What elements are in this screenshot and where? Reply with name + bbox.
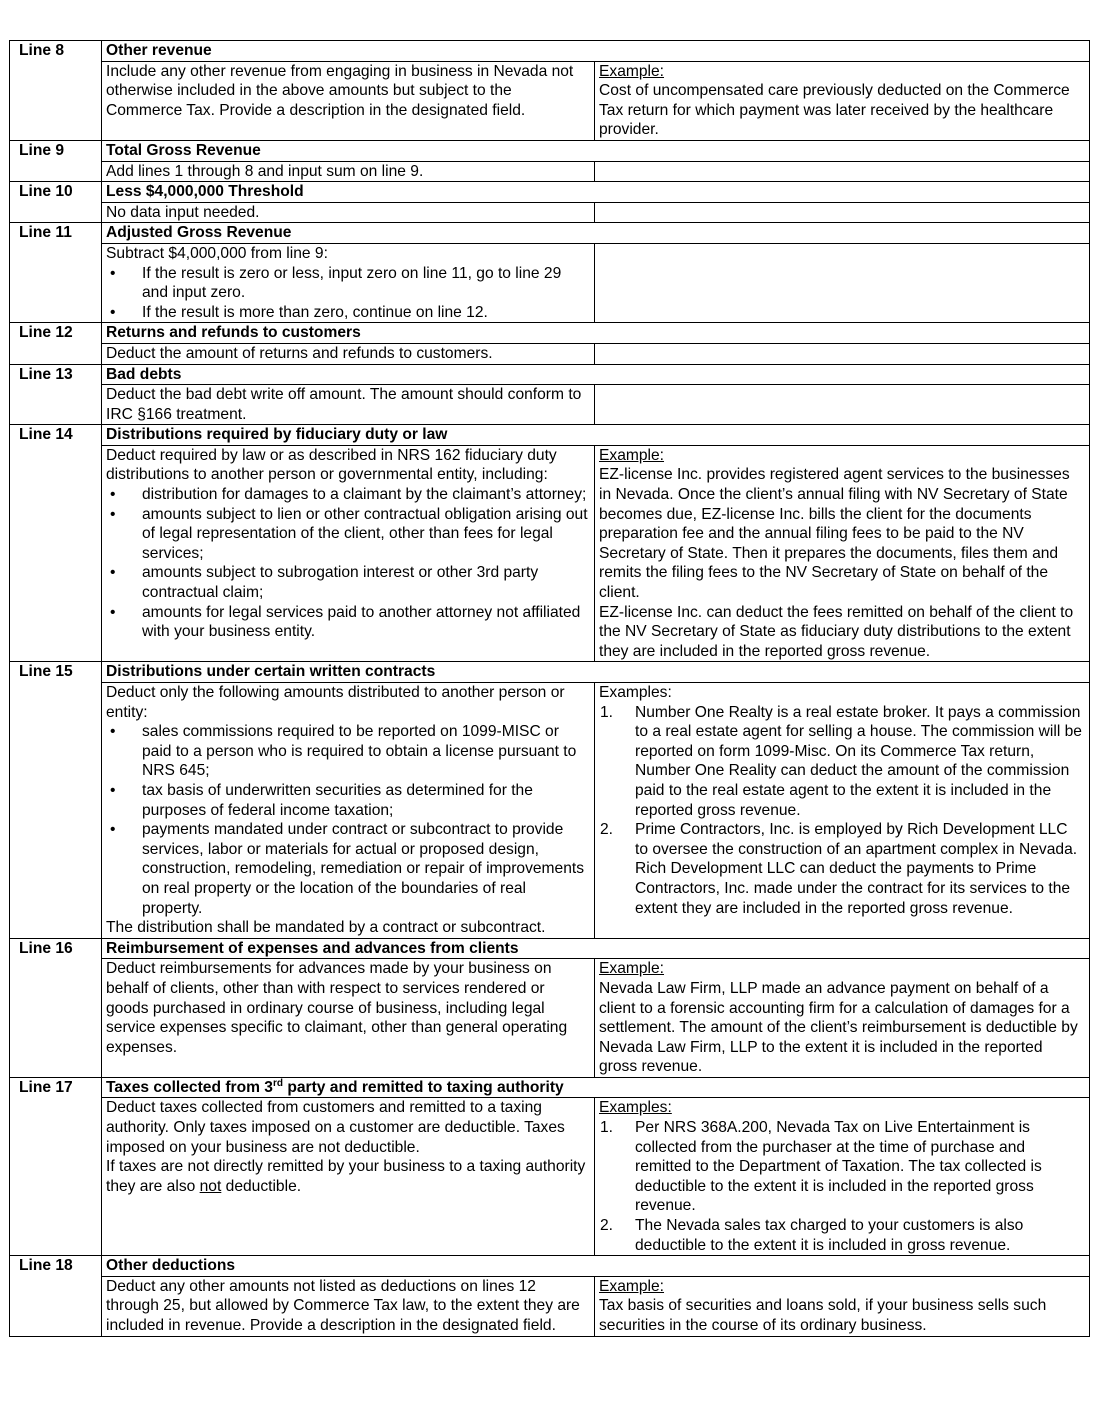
line-8-body-row: [10, 61, 1090, 140]
example-label: Examples:: [599, 1099, 672, 1117]
line-16-body-row: [10, 959, 1090, 1078]
line-intro: Deduct only the following amounts distributed to another person or entity:: [106, 684, 565, 721]
line-9-header-row: [10, 140, 1090, 161]
note-text: If taxes are not directly remitted by your business to a taxing authority they are also: [106, 1158, 586, 1195]
line-13-header-row: [10, 364, 1090, 385]
line-12-body-row: [10, 343, 1090, 364]
line-number: Line 18: [10, 1256, 102, 1336]
example-item: [599, 1118, 1084, 1216]
example-list: [599, 1118, 1084, 1255]
example-label: Example:: [599, 1277, 665, 1295]
bullet-list: [106, 264, 589, 323]
line-9-body-row: [10, 161, 1090, 182]
line-description: Add lines 1 through 8 and input sum on line 9.: [102, 161, 595, 182]
line-intro: Deduct taxes collected from customers and remitted to a taxing authority. Only taxes imposed on a customer are deductible. Taxes imposed on your business are not deductible.: [106, 1099, 565, 1156]
line-number: Line 11: [10, 223, 102, 323]
example-item: [599, 703, 1084, 821]
line-title: Less $4,000,000 Threshold: [102, 182, 1090, 203]
line-13-body-row: [10, 385, 1090, 425]
example-cell-empty: [595, 243, 1090, 322]
example-cell-empty: [595, 343, 1090, 364]
line-12-header-row: [10, 323, 1090, 344]
example-text: EZ-license Inc. can deduct the fees remitted on behalf of the client to the NV Secretary of State as fiduciary duty distributions to the extent they are included in the reported gross revenue.: [599, 603, 1074, 660]
line-title: Other revenue: [102, 41, 1090, 62]
example-cell: [595, 61, 1090, 140]
instructions-page: [9, 40, 1089, 1337]
bullet-item: • amounts subject to lien or other contractual obligation arising out of legal representation of the client, other than fees for legal services;: [106, 505, 589, 564]
line-note: The distribution shall be mandated by a contract or subcontract.: [106, 919, 546, 937]
line-8-header-row: [10, 41, 1090, 62]
line-10-body-row: [10, 202, 1090, 223]
example-text: Nevada Law Firm, LLP made an advance payment on behalf of a client to a forensic accounting firm for a calculation of damages for a settlement. The amount of the client’s reimbursement is deductible by Nevada Law Firm, LLP to the extent it is included in the reported gross revenue.: [599, 979, 1078, 1076]
line-title-part: party and remitted to taxing authority: [282, 1078, 564, 1096]
line-instructions-table: [9, 40, 1090, 1337]
line-number: Line 13: [10, 364, 102, 425]
example-number: 1.: [600, 703, 614, 721]
line-17-header-row: [10, 1077, 1090, 1098]
line-15-header-row: [10, 662, 1090, 683]
line-intro: Subtract $4,000,000 from line 9:: [106, 244, 328, 262]
line-14-body-row: [10, 445, 1090, 662]
example-item: [599, 820, 1084, 918]
note-emphasis: not: [199, 1177, 222, 1195]
line-title: Distributions under certain written contracts: [102, 662, 1090, 683]
line-11-header-row: [10, 223, 1090, 244]
example-text: The Nevada sales tax charged to your customers is also deductible to the extent it is included in gross revenue.: [635, 1217, 1024, 1254]
line-number: Line 17: [10, 1077, 102, 1255]
line-description: [102, 683, 595, 939]
example-label: Example:: [599, 446, 665, 464]
line-number: Line 8: [10, 41, 102, 141]
example-cell: [595, 1098, 1090, 1256]
line-description: [102, 1098, 595, 1256]
line-description: [102, 243, 595, 322]
line-title: Distributions required by fiduciary duty or law: [102, 425, 1090, 446]
example-cell-empty: [595, 385, 1090, 425]
example-text: Per NRS 368A.200, Nevada Tax on Live Entertainment is collected from the purchaser at the time of purchase and remitted to the Department of Taxation. The tax collected is deductible to the extent it is included in the reported gross revenue.: [635, 1119, 1042, 1215]
line-16-header-row: [10, 938, 1090, 959]
example-cell: [595, 445, 1090, 662]
line-number: Line 14: [10, 425, 102, 662]
line-title: Returns and refunds to customers: [102, 323, 1090, 344]
example-cell: [595, 1276, 1090, 1336]
example-text: Number One Realty is a real estate broker. It pays a commission to a real estate agent for selling a house. The commission will be reported on form 1099-Misc. On its Commerce Tax return, Number One Reality can deduct the amount of the commission paid to the real estate agent to the extent it is included in the reported gross revenue.: [635, 703, 1082, 819]
line-title: Other deductions: [102, 1256, 1090, 1277]
example-item: [599, 1216, 1084, 1255]
line-title-part: Taxes collected from 3: [106, 1078, 273, 1096]
example-text: Tax basis of securities and loans sold, if your business sells such securities in the course of its ordinary business.: [599, 1297, 1047, 1334]
bullet-item: • amounts for legal services paid to another attorney not affiliated with your business entity.: [106, 603, 589, 642]
example-number: 1.: [600, 1119, 614, 1137]
line-description: Deduct the bad debt write off amount. The amount should conform to IRC §166 treatment.: [102, 385, 595, 425]
bullet-list: [106, 485, 589, 642]
bullet-item: • payments mandated under contract or subcontract to provide services, labor or materials for actual or proposed design, construction, remodeling, remediation or repair of improvements on real property or the location of the boundaries of real property.: [106, 820, 589, 918]
bullet-item: • If the result is zero or less, input zero on line 11, go to line 29 and input zero.: [106, 264, 589, 303]
bullet-item: • sales commissions required to be reported on 1099-MISC or paid to a person who is required to obtain a license pursuant to NRS 645;: [106, 722, 589, 781]
bullet-list: [106, 722, 589, 918]
line-title: Bad debts: [102, 364, 1090, 385]
note-text: deductible.: [221, 1177, 302, 1195]
line-description: Deduct any other amounts not listed as deductions on lines 12 through 25, but allowed by Commerce Tax law, to the extent they are included in revenue. Provide a description in the designated field.: [102, 1276, 595, 1336]
example-text: EZ-license Inc. provides registered agent services to the businesses in Nevada. Once the client’s annual filing with NV Secretary of State becomes due, EZ-license Inc. bills the client for the documents preparation fee and the annual filing fees to be paid to the NV Secretary of State. Then it prepares the documents, files them and remits the filing fees to the NV Secretary of State on behalf of the client.: [599, 466, 1070, 602]
line-18-header-row: [10, 1256, 1090, 1277]
bullet-item: • amounts subject to subrogation interest or other 3rd party contractual claim;: [106, 563, 589, 602]
example-cell-empty: [595, 161, 1090, 182]
example-number: 2.: [600, 1217, 614, 1235]
line-intro: Deduct required by law or as described in NRS 162 fiduciary duty distributions to another person or governmental entity, including:: [106, 446, 557, 484]
line-18-body-row: [10, 1276, 1090, 1336]
line-number: Line 10: [10, 182, 102, 223]
example-number: 2.: [600, 821, 614, 839]
line-title: Adjusted Gross Revenue: [102, 223, 1090, 244]
line-14-header-row: [10, 425, 1090, 446]
line-description: Include any other revenue from engaging in business in Nevada not otherwise included in the above amounts but subject to the Commerce Tax. Provide a description in the designated field.: [102, 61, 595, 140]
line-note: [106, 1157, 589, 1196]
line-description: Deduct the amount of returns and refunds to customers.: [102, 343, 595, 364]
line-title: Total Gross Revenue: [102, 140, 1090, 161]
example-label: Example:: [599, 62, 665, 80]
line-17-body-row: [10, 1098, 1090, 1256]
bullet-item: • If the result is more than zero, continue on line 12.: [106, 303, 589, 323]
bullet-item: • tax basis of underwritten securities as determined for the purposes of federal income taxation;: [106, 781, 589, 820]
bullet-item: • distribution for damages to a claimant by the claimant’s attorney;: [106, 485, 589, 505]
example-list: [599, 703, 1084, 919]
line-15-body-row: [10, 683, 1090, 939]
example-label: Example:: [599, 960, 665, 978]
example-cell: [595, 683, 1090, 939]
example-cell-empty: [595, 202, 1090, 223]
line-number: Line 12: [10, 323, 102, 364]
line-title-superscript: rd: [272, 1077, 283, 1089]
line-description: Deduct reimbursements for advances made by your business on behalf of clients, other than with respect to services rendered or goods purchased in ordinary course of business, including legal service expenses specific to claimant, other than general operating expenses.: [102, 959, 595, 1078]
example-text: Cost of uncompensated care previously deducted on the Commerce Tax return for which payment was later received by the healthcare provider.: [599, 82, 1070, 139]
line-title: Reimbursement of expenses and advances from clients: [102, 938, 1090, 959]
line-description: [102, 445, 595, 662]
line-number: Line 16: [10, 938, 102, 1077]
line-title: [102, 1077, 1090, 1098]
example-text: Prime Contractors, Inc. is employed by Rich Development LLC to oversee the construction of an apartment complex in Nevada. Rich Development LLC can deduct the payments to Prime Contractors, Inc. made under the contract for its services to the extent they are included in the reported gross revenue.: [635, 821, 1078, 917]
line-description: No data input needed.: [102, 202, 595, 223]
line-10-header-row: [10, 182, 1090, 203]
example-cell: [595, 959, 1090, 1078]
line-number: Line 9: [10, 140, 102, 181]
line-number: Line 15: [10, 662, 102, 938]
line-11-body-row: [10, 243, 1090, 322]
example-label: Examples:: [599, 684, 672, 701]
